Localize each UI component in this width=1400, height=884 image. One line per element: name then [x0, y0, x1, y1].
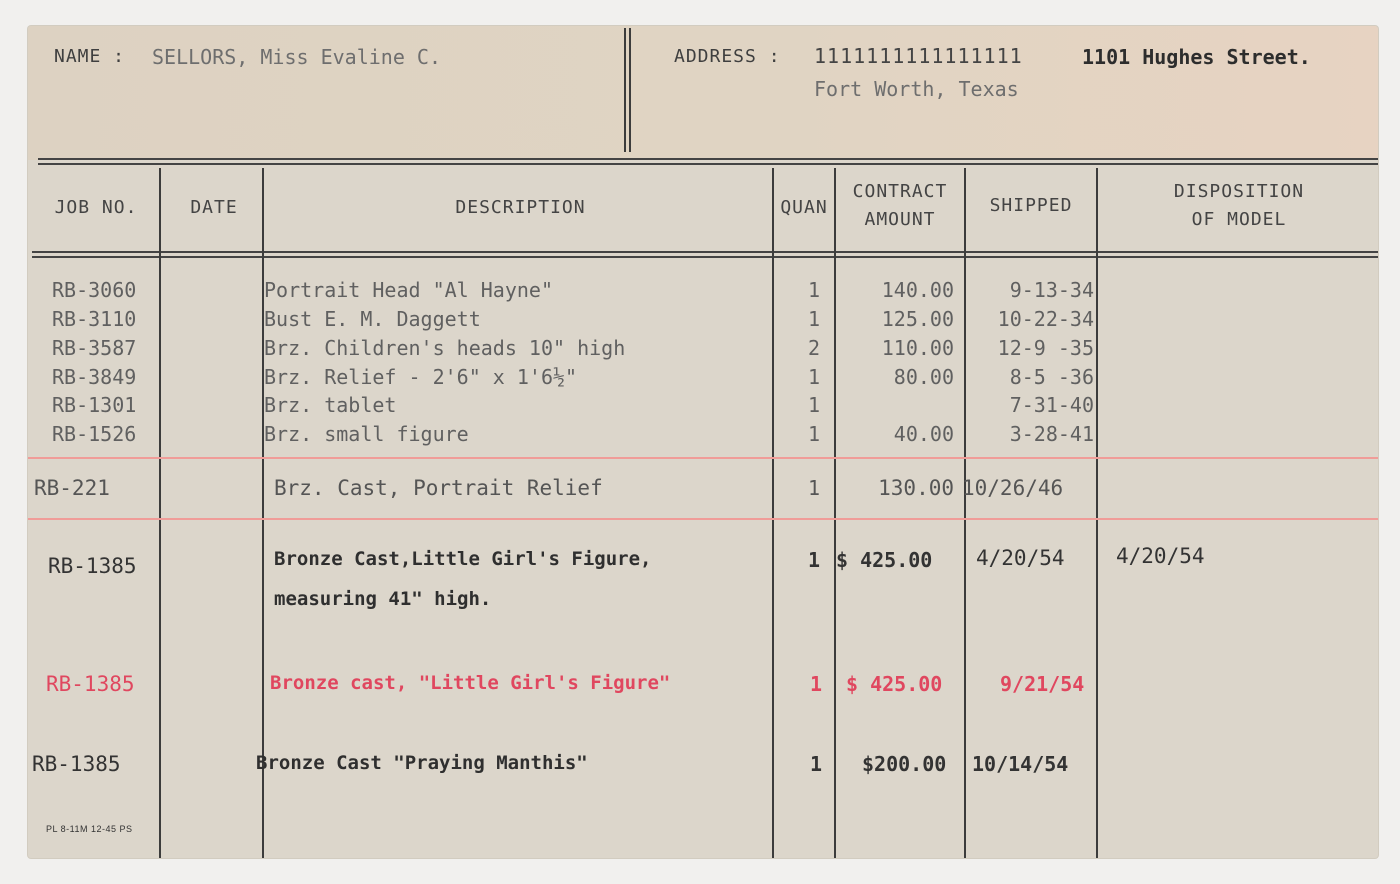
address-city: Fort Worth, Texas — [814, 77, 1019, 101]
quantity: 1 — [809, 752, 823, 776]
quantity: 1 — [807, 307, 821, 331]
disposition: 4/20/54 — [1116, 544, 1205, 568]
shipped-date: 4/20/54 — [976, 546, 1065, 570]
table-row — [28, 672, 1378, 700]
job-no: RB-1385 — [46, 672, 135, 696]
shipped-date: 9/21/54 — [1000, 672, 1085, 696]
job-no: RB-3587 — [52, 336, 137, 360]
table-row — [28, 307, 1378, 335]
contract-amount: $ 425.00 — [846, 672, 943, 696]
description: Bronze cast, "Little Girl's Figure" — [270, 672, 671, 694]
top-rule-2 — [38, 163, 1378, 165]
header-divider-2 — [629, 28, 631, 152]
col-date: DATE — [190, 197, 238, 218]
shipped-date: 3-28-41 — [1009, 422, 1094, 446]
contract-amount: $200.00 — [862, 752, 947, 776]
description: Bust E. M. Daggett — [264, 307, 481, 331]
table-row — [28, 336, 1378, 364]
description: Brz. Relief - 2'6" x 1'6½" — [264, 365, 578, 389]
col-shipped: SHIPPED — [989, 195, 1073, 216]
name-label: NAME : — [54, 46, 126, 67]
address-struck-text: 1111111111111111 — [814, 44, 1023, 68]
col-disposition-line1: DISPOSITION — [1173, 181, 1305, 202]
job-no: RB-3849 — [52, 365, 137, 389]
red-rule — [28, 457, 1378, 459]
contract-amount: 110.00 — [881, 336, 954, 360]
address-street: 1101 Hughes Street. — [1082, 45, 1311, 69]
quantity: 1 — [809, 672, 823, 696]
header-divider — [624, 28, 626, 152]
quantity: 1 — [807, 476, 821, 500]
col-description: DESCRIPTION — [455, 197, 586, 218]
col-disposition — [1100, 178, 1378, 234]
contract-amount: $ 425.00 — [836, 548, 933, 572]
description: Brz. small figure — [264, 422, 469, 446]
col-contract-line1: CONTRACT — [852, 181, 948, 202]
table-row — [28, 365, 1378, 393]
shipped-date: 10/14/54 — [972, 752, 1069, 776]
job-no: RB-1385 — [48, 554, 137, 578]
quantity: 2 — [807, 336, 821, 360]
description: Portrait Head "Al Hayne" — [264, 278, 553, 302]
col-contract-line2: AMOUNT — [864, 209, 936, 230]
table-row — [28, 544, 1378, 610]
shipped-date: 12-9 -35 — [997, 336, 1094, 360]
top-rule — [38, 158, 1378, 160]
record-card — [28, 26, 1378, 858]
quantity: 1 — [807, 393, 821, 417]
col-job-no: JOB NO. — [54, 197, 138, 218]
job-no: RB-1301 — [52, 393, 137, 417]
description: Brz. Cast, Portrait Relief — [274, 476, 603, 500]
job-no: RB-3110 — [52, 307, 137, 331]
col-disposition-line2: OF MODEL — [1191, 209, 1287, 230]
quantity: 1 — [807, 548, 821, 572]
shipped-date: 10/26/46 — [962, 476, 1064, 500]
table-row — [28, 752, 1378, 780]
contract-amount: 140.00 — [881, 278, 954, 302]
header-rule-2 — [32, 256, 1378, 258]
table-row — [28, 278, 1378, 306]
table-row — [28, 476, 1378, 504]
col-quan: QUAN — [780, 197, 828, 218]
shipped-date: 9-13-34 — [1009, 278, 1094, 302]
job-no: RB-1385 — [32, 752, 121, 776]
quantity: 1 — [807, 278, 821, 302]
description: Bronze Cast "Praying Manthis" — [256, 752, 588, 774]
contract-amount: 80.00 — [893, 365, 954, 389]
quantity: 1 — [807, 365, 821, 389]
red-rule-2 — [28, 518, 1378, 520]
shipped-date: 8-5 -36 — [1009, 365, 1094, 389]
address-label: ADDRESS : — [674, 46, 781, 67]
shipped-date: 7-31-40 — [1009, 393, 1094, 417]
description: Brz. tablet — [264, 393, 397, 417]
print-code: PL 8-11M 12-45 PS — [46, 824, 133, 834]
name-value: SELLORS, Miss Evaline C. — [152, 45, 441, 69]
description-line2: measuring 41" high. — [274, 588, 492, 610]
table-row — [28, 393, 1378, 421]
job-no: RB-3060 — [52, 278, 137, 302]
shipped-date: 10-22-34 — [997, 307, 1094, 331]
quantity: 1 — [807, 422, 821, 446]
contract-amount: 40.00 — [893, 422, 954, 446]
description-line1: Bronze Cast,Little Girl's Figure, — [274, 548, 652, 570]
contract-amount: 125.00 — [881, 307, 954, 331]
contract-amount: 130.00 — [878, 476, 954, 500]
job-no: RB-1526 — [52, 422, 137, 446]
header-rule — [32, 251, 1378, 253]
col-contract-amount — [836, 178, 964, 234]
table-row — [28, 422, 1378, 450]
job-no: RB-221 — [34, 476, 110, 500]
description: Brz. Children's heads 10" high — [264, 336, 626, 360]
